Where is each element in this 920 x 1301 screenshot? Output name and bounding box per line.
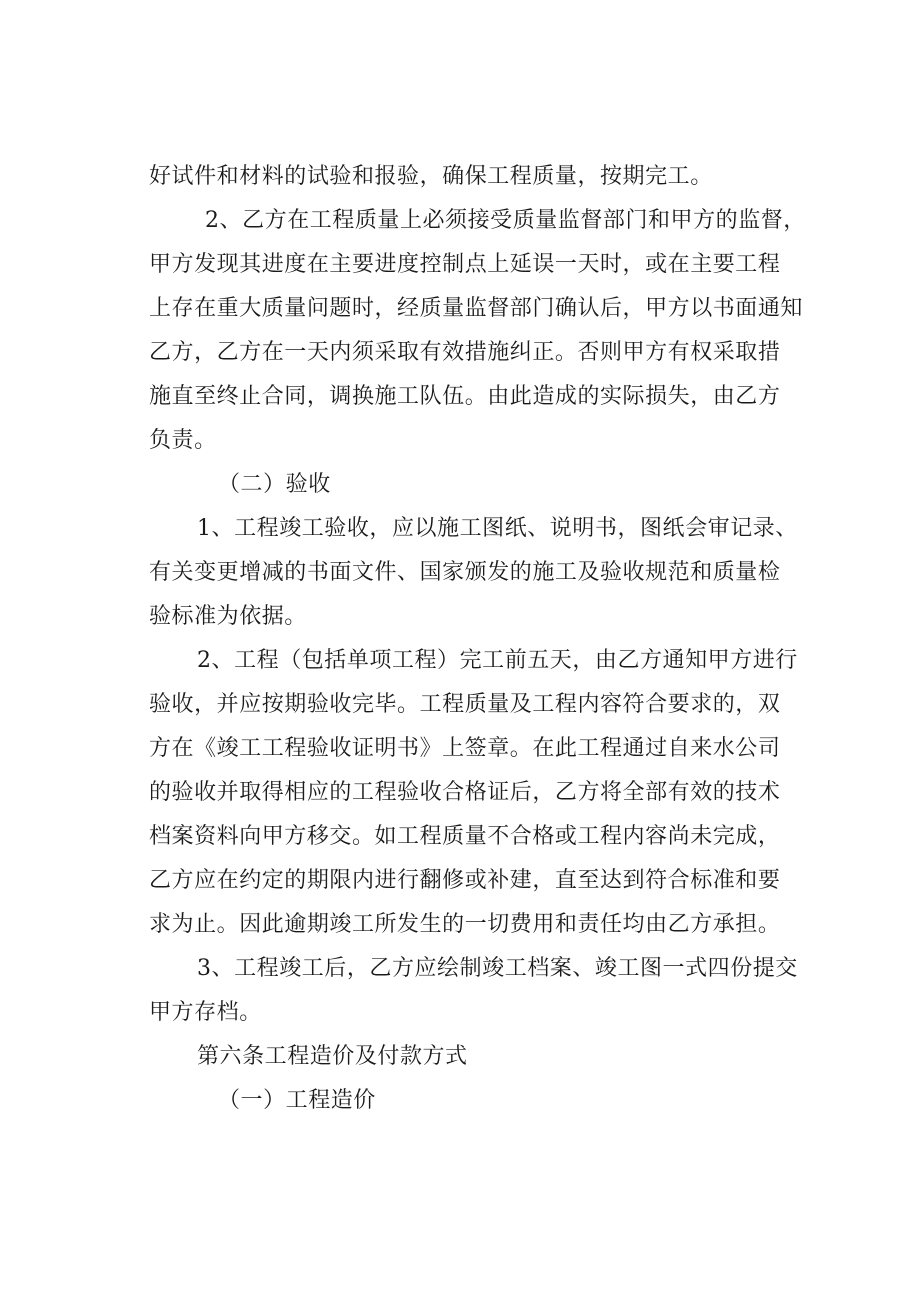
text-line-3: 甲方发现其进度在主要进度控制点上延误一天时，或在主要工程 (149, 252, 781, 277)
text-line-12: 2、工程（包括单项工程）完工前五天，由乙方通知甲方进行 (197, 648, 798, 673)
text-line-15: 的验收并取得相应的工程验收合格证后，乙方将全部有效的技术 (149, 780, 781, 805)
text-line-6: 施直至终止合同，调换施工队伍。由此造成的实际损失，由乙方 (149, 384, 781, 409)
text-line-4: 上存在重大质量问题时，经质量监督部门确认后，甲方以书面通知 (149, 296, 803, 321)
text-line-17: 乙方应在约定的期限内进行翻修或补建，直至达到符合标准和要 (149, 868, 781, 893)
text-line-14: 方在《竣工工程验收证明书》上签章。在此工程通过自来水公司 (149, 736, 781, 761)
text-line-20: 甲方存档。 (149, 1000, 262, 1025)
section-heading-acceptance: （二）验收 (218, 472, 331, 497)
text-line-11: 验标准为依据。 (149, 604, 307, 629)
text-line-9: 1、工程竣工验收，应以施工图纸、说明书，图纸会审记录、 (197, 516, 798, 541)
text-line-19: 3、工程竣工后，乙方应绘制竣工档案、竣工图一式四份提交 (197, 956, 798, 981)
text-line-18: 求为止。因此逾期竣工所发生的一切费用和责任均由乙方承担。 (149, 912, 781, 937)
text-line-1: 好试件和材料的试验和报验，确保工程质量，按期完工。 (149, 164, 713, 189)
text-line-13: 验收，并应按期验收完毕。工程质量及工程内容符合要求的，双 (149, 692, 781, 717)
text-line-2: 2、乙方在工程质量上必须接受质量监督部门和甲方的监督， (205, 208, 806, 233)
section-heading-project-cost: （一）工程造价 (218, 1088, 376, 1113)
text-line-5: 乙方，乙方在一天内须采取有效措施纠正。否则甲方有权采取措 (149, 340, 781, 365)
text-line-7: 负责。 (149, 428, 217, 453)
article-heading-6: 第六条工程造价及付款方式 (197, 1044, 468, 1069)
text-line-10: 有关变更增减的书面文件、国家颁发的施工及验收规范和质量检 (149, 560, 781, 585)
text-line-16: 档案资料向甲方移交。如工程质量不合格或工程内容尚未完成， (149, 824, 781, 849)
